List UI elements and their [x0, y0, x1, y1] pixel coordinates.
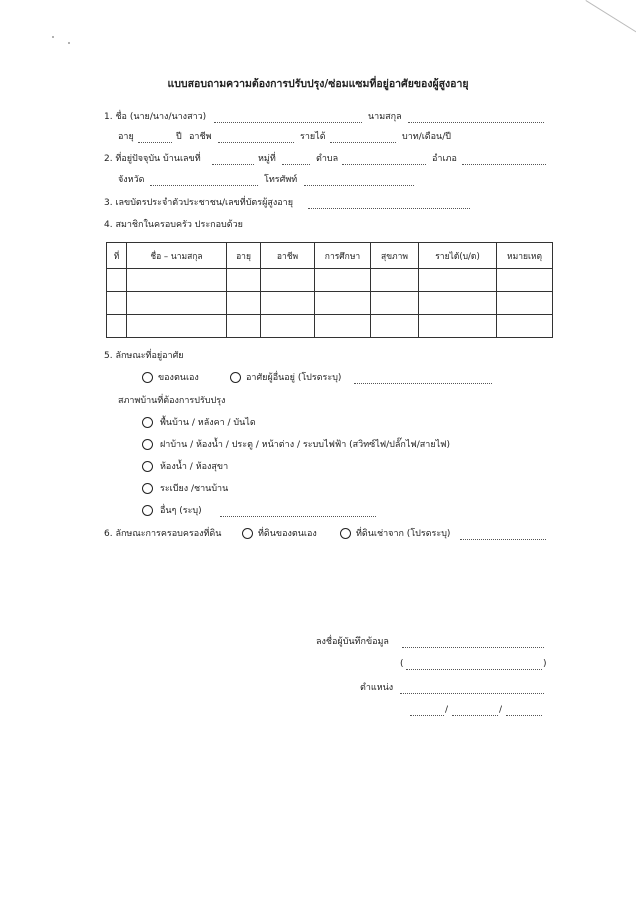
signature-label: ลงชื่อผู้บันทึกข้อมูล: [316, 637, 389, 647]
position-field[interactable]: [400, 693, 544, 694]
checkbox-porch[interactable]: [142, 483, 153, 494]
house-number-field[interactable]: [212, 164, 254, 165]
table-cell[interactable]: [227, 269, 261, 292]
checkbox-floor-roof[interactable]: [142, 417, 153, 428]
table-cell[interactable]: [261, 269, 315, 292]
table-cell[interactable]: [371, 315, 419, 338]
option-other: อื่นๆ (ระบุ): [160, 506, 202, 516]
col-health-header: สุขภาพ: [371, 243, 419, 269]
family-members-table: [106, 242, 553, 338]
option-rented-land: ที่ดินเช่าจาก (โปรดระบุ): [356, 529, 451, 539]
year-label: ปี: [176, 132, 182, 142]
table-cell[interactable]: [371, 292, 419, 315]
province-field[interactable]: [150, 185, 258, 186]
surname-field[interactable]: [408, 122, 544, 123]
table-cell[interactable]: [497, 315, 553, 338]
col-remarks-header: หมายเหตุ: [497, 243, 553, 269]
table-row: [107, 315, 553, 338]
table-cell[interactable]: [497, 269, 553, 292]
form-title: แบบสอบถามความต้องการปรับปรุง/ซ่อมแซมที่อยู่อาศัยของผู้สูงอายุ: [167, 78, 469, 90]
date-day-field[interactable]: [410, 715, 444, 716]
option-own-home: ของตนเอง: [158, 373, 199, 383]
improve-label: สภาพบ้านที่ต้องการปรับปรุง: [118, 396, 226, 406]
name-field[interactable]: [214, 122, 362, 123]
table-cell[interactable]: [497, 292, 553, 315]
date-slash: /: [499, 705, 503, 715]
radio-own-home[interactable]: [142, 372, 153, 383]
col-age-header: อายุ: [227, 243, 261, 269]
table-cell[interactable]: [315, 315, 371, 338]
checkbox-wall-electrical[interactable]: [142, 439, 153, 450]
option-own-land: ที่ดินของตนเอง: [258, 529, 317, 539]
phone-field[interactable]: [304, 185, 414, 186]
land-label: 6. ลักษณะการครอบครองที่ดิน: [104, 529, 222, 539]
table-cell[interactable]: [107, 315, 127, 338]
paper-edge-line: [585, 0, 636, 38]
moo-field[interactable]: [282, 164, 310, 165]
table-header-row: [107, 243, 553, 269]
radio-own-land[interactable]: [242, 528, 253, 539]
live-with-others-field[interactable]: [354, 383, 492, 384]
table-cell[interactable]: [127, 315, 227, 338]
tambon-label: ตำบล: [316, 154, 339, 164]
table-cell[interactable]: [107, 292, 127, 315]
income-label: รายได้: [300, 132, 326, 142]
col-education-header: การศึกษา: [315, 243, 371, 269]
amphoe-label: อำเภอ: [432, 154, 457, 164]
table-cell[interactable]: [419, 315, 497, 338]
option-floor-roof: พื้นบ้าน / หลังคา / บันได: [160, 418, 256, 428]
table-cell[interactable]: [371, 269, 419, 292]
table-cell[interactable]: [315, 292, 371, 315]
table-cell[interactable]: [261, 292, 315, 315]
table-cell[interactable]: [227, 292, 261, 315]
radio-live-with-others[interactable]: [230, 372, 241, 383]
col-number-header: ที่: [107, 243, 127, 269]
table-row: [107, 269, 553, 292]
paren-open: (: [400, 659, 404, 669]
id-card-label: 3. เลขบัตรประจำตัวประชาชน/เลขที่บัตรผู้สูงอายุ: [104, 198, 293, 208]
income-unit: บาท/เดือน/ปี: [402, 132, 451, 142]
tambon-field[interactable]: [342, 164, 426, 165]
income-field[interactable]: [330, 142, 396, 143]
date-slash: /: [445, 705, 449, 715]
table-row: [107, 292, 553, 315]
age-label: อายุ: [118, 132, 134, 142]
table-cell[interactable]: [127, 269, 227, 292]
surname-label: นามสกุล: [368, 112, 402, 122]
option-porch: ระเบียง /ชานบ้าน: [160, 484, 229, 494]
col-income-header: รายได้(บ/ด): [419, 243, 497, 269]
scan-speck: [52, 36, 54, 38]
table-cell[interactable]: [419, 292, 497, 315]
option-live-with-others: อาศัยผู้อื่นอยู่ (โปรดระบุ): [246, 373, 342, 383]
date-month-field[interactable]: [452, 715, 498, 716]
phone-label: โทรศัพท์: [264, 175, 298, 185]
occupation-label: อาชีพ: [189, 132, 212, 142]
age-field[interactable]: [138, 142, 172, 143]
signature-field[interactable]: [402, 647, 544, 648]
table-cell[interactable]: [261, 315, 315, 338]
occupation-field[interactable]: [218, 142, 294, 143]
printed-name-field[interactable]: [406, 669, 542, 670]
id-card-field[interactable]: [308, 208, 470, 209]
name-label: 1. ชื่อ (นาย/นาง/นางสาว): [104, 112, 207, 122]
other-improve-field[interactable]: [220, 516, 376, 517]
scan-speck: [68, 42, 70, 44]
table-cell[interactable]: [419, 269, 497, 292]
checkbox-bathroom[interactable]: [142, 461, 153, 472]
residence-label: 5. ลักษณะที่อยู่อาศัย: [104, 351, 184, 361]
table-cell[interactable]: [127, 292, 227, 315]
col-name-header: ชื่อ – นามสกุล: [127, 243, 227, 269]
checkbox-other[interactable]: [142, 505, 153, 516]
position-label: ตำแหน่ง: [360, 683, 394, 693]
option-wall-electrical: ฝาบ้าน / ห้องน้ำ / ประตู / หน้าต่าง / ระบบไฟฟ้า (สวิทซ์ไฟ/ปลั๊กไฟ/สายไฟ): [160, 440, 451, 450]
table-cell[interactable]: [227, 315, 261, 338]
moo-label: หมู่ที่: [258, 154, 276, 164]
family-label: 4. สมาชิกในครอบครัว ประกอบด้วย: [104, 220, 243, 230]
col-occupation-header: อาชีพ: [261, 243, 315, 269]
amphoe-field[interactable]: [462, 164, 546, 165]
date-year-field[interactable]: [506, 715, 542, 716]
radio-rented-land[interactable]: [340, 528, 351, 539]
address-label: 2. ที่อยู่ปัจจุบัน บ้านเลขที่: [104, 154, 201, 164]
table-cell[interactable]: [315, 269, 371, 292]
paren-close: ): [543, 659, 547, 669]
province-label: จังหวัด: [118, 175, 145, 185]
option-bathroom: ห้องน้ำ / ห้องสุขา: [160, 462, 229, 472]
table-cell[interactable]: [107, 269, 127, 292]
rented-land-field[interactable]: [460, 539, 546, 540]
